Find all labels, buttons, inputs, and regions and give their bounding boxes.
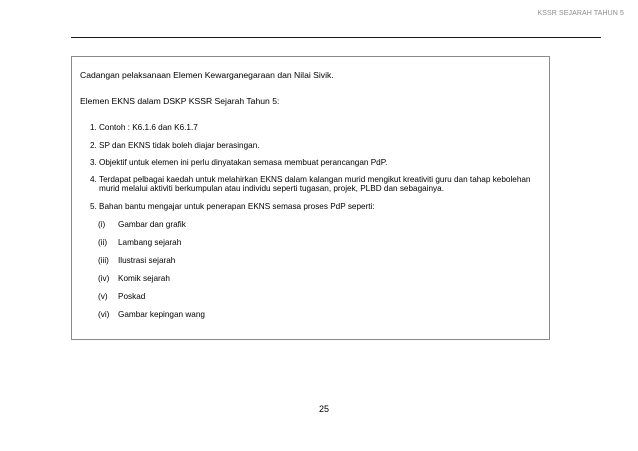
list-item <box>90 175 530 184</box>
list-item-text: Terdapat pelbagai kaedah untuk melahirkan EKNS dalam kalangan murid mengikut kreativiti guru dan tahap kebolehan <box>99 175 531 184</box>
list-item-continuation: murid melalui aktiviti berkumpulan atau individu seperti tugasan, projek, PLBD dan sebagainya. <box>99 184 444 193</box>
list-item-number: 1. <box>90 123 97 132</box>
list-item-number: 3. <box>90 158 97 167</box>
list-item-text: Contoh : K6.1.6 dan K6.1.7 <box>99 123 198 132</box>
list-item-number: 4. <box>90 175 97 184</box>
header-rule <box>71 37 601 38</box>
list-item <box>90 141 260 150</box>
sub-list-item-text: Ilustrasi sejarah <box>118 256 176 265</box>
list-item-text: Objektif untuk elemen ini perlu dinyatakan semasa membuat perancangan PdP. <box>99 158 388 167</box>
sub-list-item-number: (ii) <box>98 238 108 247</box>
sub-list-item <box>98 274 170 283</box>
sub-list-item-text: Gambar kepingan wang <box>118 310 205 319</box>
content-box <box>71 56 550 340</box>
list-item <box>90 202 375 211</box>
list-item-number: 5. <box>90 202 97 211</box>
sub-list-item-number: (v) <box>98 292 108 301</box>
list-item-number: 2. <box>90 141 97 150</box>
subheading-text: Elemen EKNS dalam DSKP KSSR Sejarah Tahun 5: <box>80 96 280 106</box>
sub-list-item <box>98 310 205 319</box>
sub-list-item-number: (i) <box>98 220 106 229</box>
page-number: 25 <box>319 404 330 414</box>
sub-list-item-text: Komik sejarah <box>118 274 170 283</box>
sub-list-item-number: (vi) <box>98 310 110 319</box>
sub-list-item <box>98 238 181 247</box>
list-item <box>90 123 198 132</box>
header-title: KSSR SEJARAH TAHUN 5 <box>537 10 624 17</box>
sub-list-item <box>98 256 175 265</box>
sub-list-item <box>98 292 145 301</box>
list-item-text: Bahan bantu mengajar untuk penerapan EKNS semasa proses PdP seperti: <box>99 202 375 211</box>
sub-list-item-text: Gambar dan grafik <box>118 220 186 229</box>
intro-text: Cadangan pelaksanaan Elemen Kewarganegaraan dan Nilai Sivik. <box>80 70 334 80</box>
sub-list-item-text: Poskad <box>118 292 146 301</box>
list-item-text: SP dan EKNS tidak boleh diajar berasingan. <box>99 141 260 150</box>
sub-list-item-number: (iv) <box>98 274 110 283</box>
sub-list-item <box>98 220 186 229</box>
sub-list-item-number: (iii) <box>98 256 109 265</box>
sub-list-item-text: Lambang sejarah <box>118 238 182 247</box>
list-item <box>90 158 387 167</box>
